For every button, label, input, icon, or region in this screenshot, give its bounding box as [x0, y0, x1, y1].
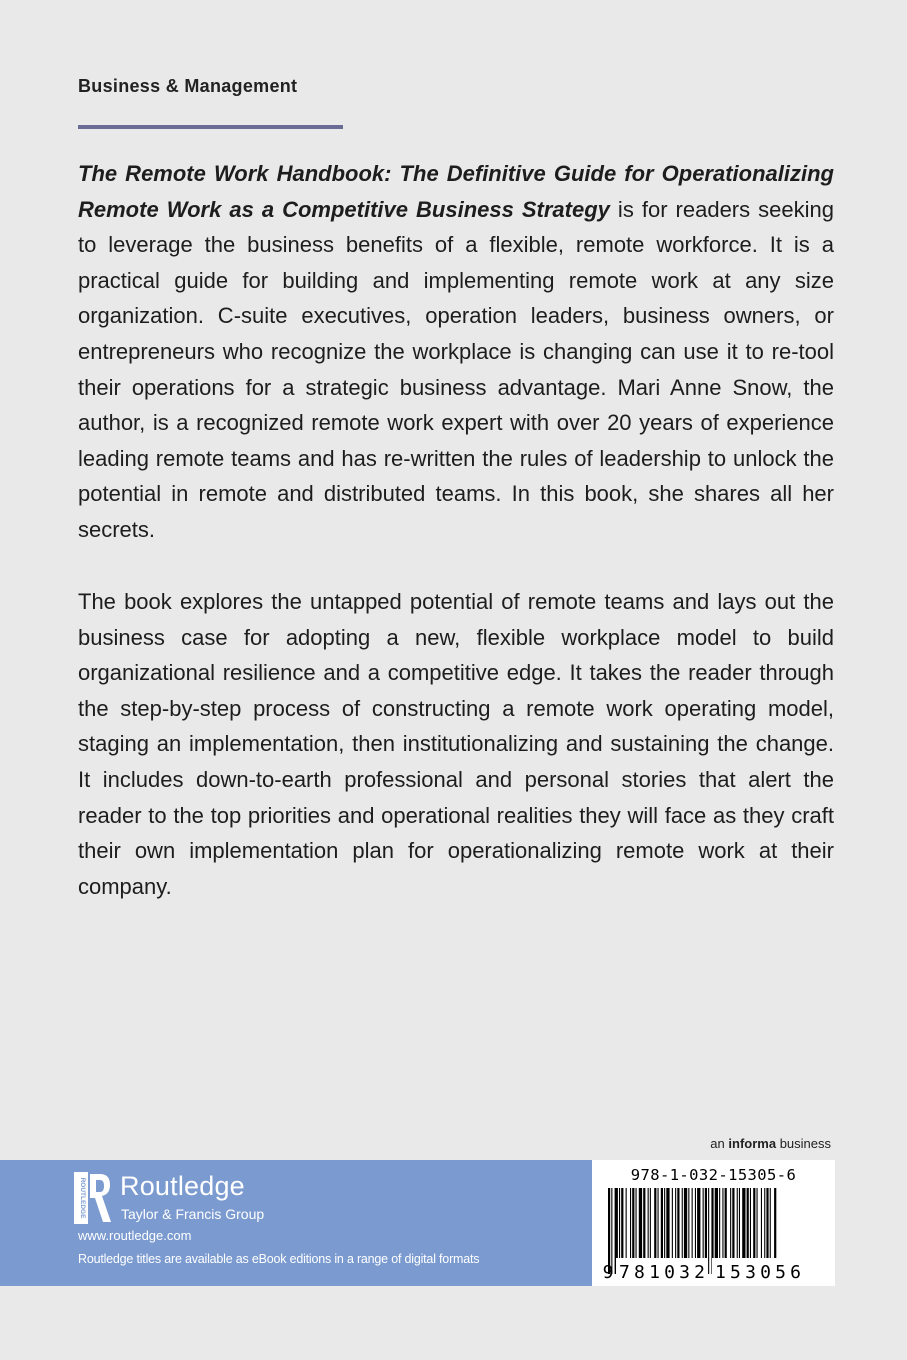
- publisher-url[interactable]: www.routledge.com: [78, 1228, 192, 1243]
- publisher-name: Routledge: [120, 1171, 245, 1201]
- isbn-label: 978-1-032-15305-6: [630, 1166, 797, 1184]
- isbn-digit-group-right: 153056: [715, 1262, 801, 1283]
- category-label: Business & Management: [78, 76, 298, 96]
- barcode-panel: [592, 1160, 835, 1286]
- ebook-note: Routledge titles are available as eBook editions in a range of digital formats: [78, 1252, 480, 1266]
- blurb-paragraph-1: [78, 156, 834, 548]
- category-rule: [78, 125, 343, 129]
- logo-text: ROUTLEDGE: [79, 1177, 86, 1219]
- informa-prefix: an: [710, 1136, 725, 1151]
- publisher-group: Taylor & Francis Group: [121, 1206, 265, 1222]
- isbn-digits: [602, 1258, 828, 1284]
- blurb-paragraph-2: The book explores the untapped potential of remote teams and lays out the business case for adopting a new, flexible workplace model to build organizational resilience and a competitive edge. It takes the reader through the step-by-step process of constructing a remote work operating model, staging an implementation, then institutionalizing and sustaining the change. It includes down-to-earth professional and personal stories that alert the reader to the top priorities and operational realities they will face as they craft their own implementation plan for operationalizing remote work at their company.: [78, 589, 834, 899]
- book-title: The Remote Work Handbook: The Definitive Guide for Operationalizing Remote Work as a Competitive Business Strategy: [78, 161, 834, 222]
- informa-brand: informa: [728, 1136, 777, 1151]
- routledge-logo-icon: [74, 1172, 112, 1224]
- isbn-digit-group-left: 781032: [619, 1262, 705, 1283]
- informa-tagline: [710, 1136, 831, 1151]
- blurb-paragraph-1-text: is for readers seeking to leverage the business benefits of a flexible, remote workforce. It is a practical guide for building and implementing remote work at any size organization. C-suite executives, operation leaders, business owners, or entrepreneurs who recognize the workplace is changing can use it to re-tool their operations for a strategic business advantage. Mari Anne Snow, the author, is a recognized remote work expert with over 20 years of experience leading remote teams and has re-written the rules of leadership to unlock the potential in remote and distributed teams. In this book, she shares all her secrets.: [78, 196, 834, 542]
- informa-suffix: business: [779, 1136, 831, 1151]
- isbn-digit-lead: 9: [602, 1262, 614, 1283]
